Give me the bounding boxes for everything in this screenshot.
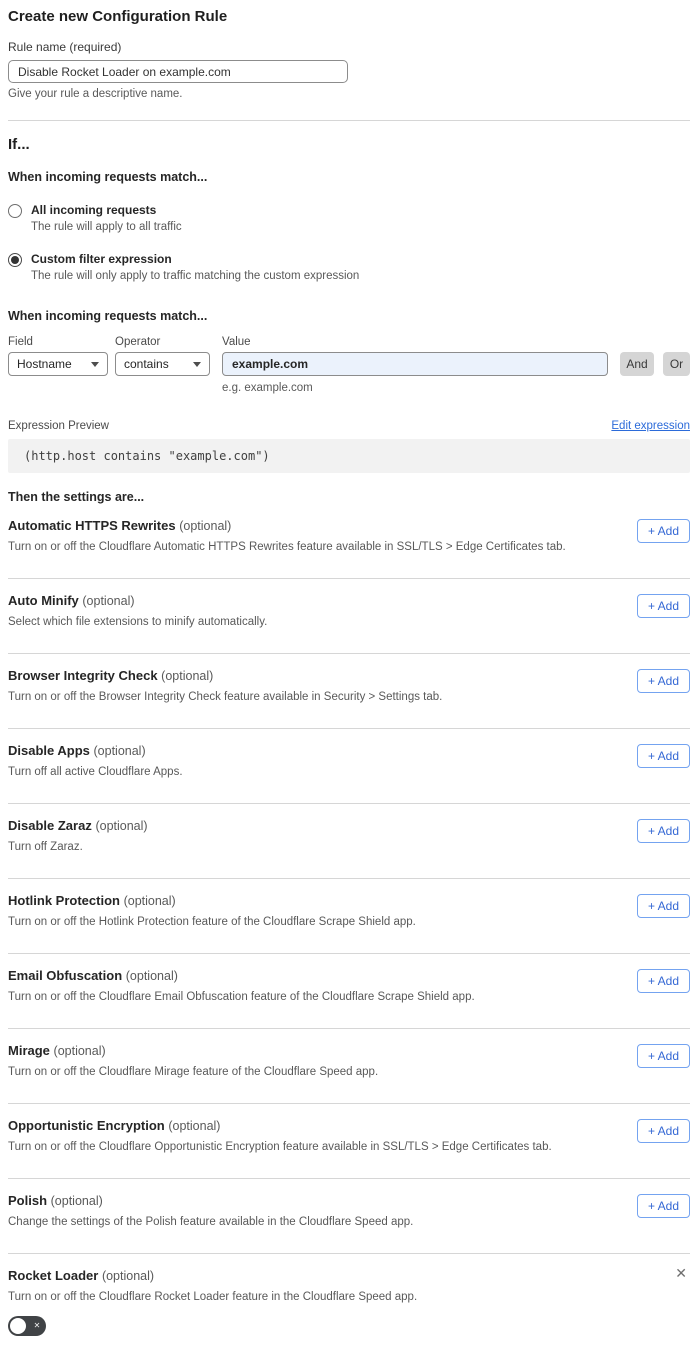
setting-description: Turn on or off the Cloudflare Email Obfuscation feature of the Cloudflare Scrape Shield app. bbox=[8, 991, 475, 1003]
builder-heading: When incoming requests match... bbox=[8, 309, 208, 323]
add-button[interactable]: + Add bbox=[637, 894, 690, 918]
setting-optional: (optional) bbox=[179, 519, 232, 533]
setting-description: Turn on or off the Cloudflare Automatic HTTPS Rewrites feature available in SSL/TLS > Edge Certificates tab. bbox=[8, 541, 566, 553]
radio-label: Custom filter expression bbox=[31, 252, 172, 266]
setting-optional: (optional) bbox=[50, 1194, 103, 1208]
add-button[interactable]: + Add bbox=[637, 519, 690, 543]
setting-row bbox=[8, 1104, 690, 1179]
expression-preview-code: (http.host contains "example.com") bbox=[8, 439, 690, 473]
match-heading: When incoming requests match... bbox=[8, 170, 208, 184]
operator-select-value: contains bbox=[124, 357, 169, 371]
radio-description: The rule will apply to all traffic bbox=[31, 221, 182, 233]
setting-title: Hotlink Protection bbox=[8, 893, 120, 908]
setting-optional: (optional) bbox=[125, 969, 178, 983]
section-divider bbox=[8, 120, 690, 121]
rule-name-help: Give your rule a descriptive name. bbox=[8, 88, 183, 100]
rule-name-label: Rule name (required) bbox=[8, 40, 122, 54]
value-label: Value bbox=[222, 336, 251, 348]
setting-description: Turn on or off the Cloudflare Opportunistic Encryption feature available in SSL/TLS > Edge Certificates tab. bbox=[8, 1141, 552, 1153]
setting-optional: (optional) bbox=[168, 1119, 221, 1133]
edit-expression-link[interactable]: Edit expression bbox=[611, 420, 690, 432]
setting-title: Email Obfuscation bbox=[8, 968, 123, 983]
setting-row bbox=[8, 1179, 690, 1254]
rule-name-input[interactable] bbox=[8, 60, 348, 83]
setting-description: Turn on or off the Cloudflare Rocket Loader feature in the Cloudflare Speed app. bbox=[8, 1291, 418, 1303]
setting-row bbox=[8, 804, 690, 879]
setting-description: Change the settings of the Polish feature available in the Cloudflare Speed app. bbox=[8, 1216, 414, 1228]
setting-row bbox=[8, 954, 690, 1029]
setting-description: Turn on or off the Browser Integrity Check feature available in Security > Settings tab. bbox=[8, 691, 443, 703]
settings-list bbox=[8, 504, 690, 1361]
toggle-knob bbox=[10, 1318, 26, 1334]
setting-row bbox=[8, 654, 690, 729]
then-heading: Then the settings are... bbox=[8, 490, 145, 504]
setting-title: Disable Apps bbox=[8, 743, 90, 758]
setting-optional: (optional) bbox=[82, 594, 135, 608]
setting-row bbox=[8, 879, 690, 954]
setting-optional: (optional) bbox=[93, 744, 146, 758]
radio-custom-filter-expression[interactable] bbox=[8, 252, 690, 282]
add-button[interactable]: + Add bbox=[637, 1119, 690, 1143]
setting-row bbox=[8, 504, 690, 579]
setting-optional: (optional) bbox=[161, 669, 214, 683]
setting-title: Browser Integrity Check bbox=[8, 668, 158, 683]
setting-row bbox=[8, 579, 690, 654]
radio-description: The rule will only apply to traffic matching the custom expression bbox=[31, 270, 360, 282]
radio-all-incoming-requests[interactable] bbox=[8, 203, 690, 233]
setting-description: Turn on or off the Cloudflare Mirage feature of the Cloudflare Speed app. bbox=[8, 1066, 379, 1078]
add-button[interactable]: + Add bbox=[637, 969, 690, 993]
setting-title: Disable Zaraz bbox=[8, 818, 92, 833]
setting-title: Rocket Loader bbox=[8, 1268, 99, 1283]
setting-row bbox=[8, 1029, 690, 1104]
setting-description: Turn off all active Cloudflare Apps. bbox=[8, 766, 183, 778]
setting-description: Turn on or off the Hotlink Protection feature of the Cloudflare Scrape Shield app. bbox=[8, 916, 416, 928]
setting-title: Polish bbox=[8, 1193, 48, 1208]
add-button[interactable]: + Add bbox=[637, 744, 690, 768]
field-label: Field bbox=[8, 336, 33, 348]
setting-title: Automatic HTTPS Rewrites bbox=[8, 518, 176, 533]
add-button[interactable]: + Add bbox=[637, 819, 690, 843]
add-button[interactable]: + Add bbox=[637, 594, 690, 618]
toggle-off-icon: ✕ bbox=[33, 1321, 41, 1330]
setting-optional: (optional) bbox=[101, 1269, 155, 1283]
radio-icon[interactable] bbox=[8, 204, 22, 218]
add-button[interactable]: + Add bbox=[637, 1044, 690, 1068]
setting-row bbox=[8, 729, 690, 804]
setting-optional: (optional) bbox=[53, 1044, 106, 1058]
field-select-value: Hostname bbox=[17, 357, 72, 371]
operator-select[interactable] bbox=[115, 352, 210, 376]
chevron-down-icon bbox=[91, 362, 99, 367]
or-button[interactable]: Or bbox=[663, 352, 690, 376]
setting-description: Turn off Zaraz. bbox=[8, 841, 83, 853]
chevron-down-icon bbox=[193, 362, 201, 367]
setting-optional: (optional) bbox=[123, 894, 176, 908]
close-icon[interactable]: ✕ bbox=[675, 1265, 687, 1281]
add-button[interactable]: + Add bbox=[637, 669, 690, 693]
setting-title: Auto Minify bbox=[8, 593, 79, 608]
setting-toggle[interactable] bbox=[8, 1316, 46, 1336]
if-heading: If... bbox=[8, 136, 30, 153]
add-button[interactable]: + Add bbox=[637, 1194, 690, 1218]
field-select[interactable] bbox=[8, 352, 108, 376]
value-input[interactable] bbox=[222, 352, 608, 376]
setting-optional: (optional) bbox=[95, 819, 148, 833]
radio-label: All incoming requests bbox=[31, 203, 157, 217]
value-hint: e.g. example.com bbox=[222, 382, 313, 394]
setting-title: Opportunistic Encryption bbox=[8, 1118, 165, 1133]
operator-label: Operator bbox=[115, 336, 161, 348]
expression-preview-label: Expression Preview bbox=[8, 420, 109, 432]
and-button[interactable]: And bbox=[620, 352, 654, 376]
page-title: Create new Configuration Rule bbox=[8, 8, 228, 25]
radio-icon[interactable] bbox=[8, 253, 22, 267]
setting-description: Select which file extensions to minify automatically. bbox=[8, 616, 268, 628]
setting-row bbox=[8, 1254, 690, 1361]
setting-title: Mirage bbox=[8, 1043, 50, 1058]
